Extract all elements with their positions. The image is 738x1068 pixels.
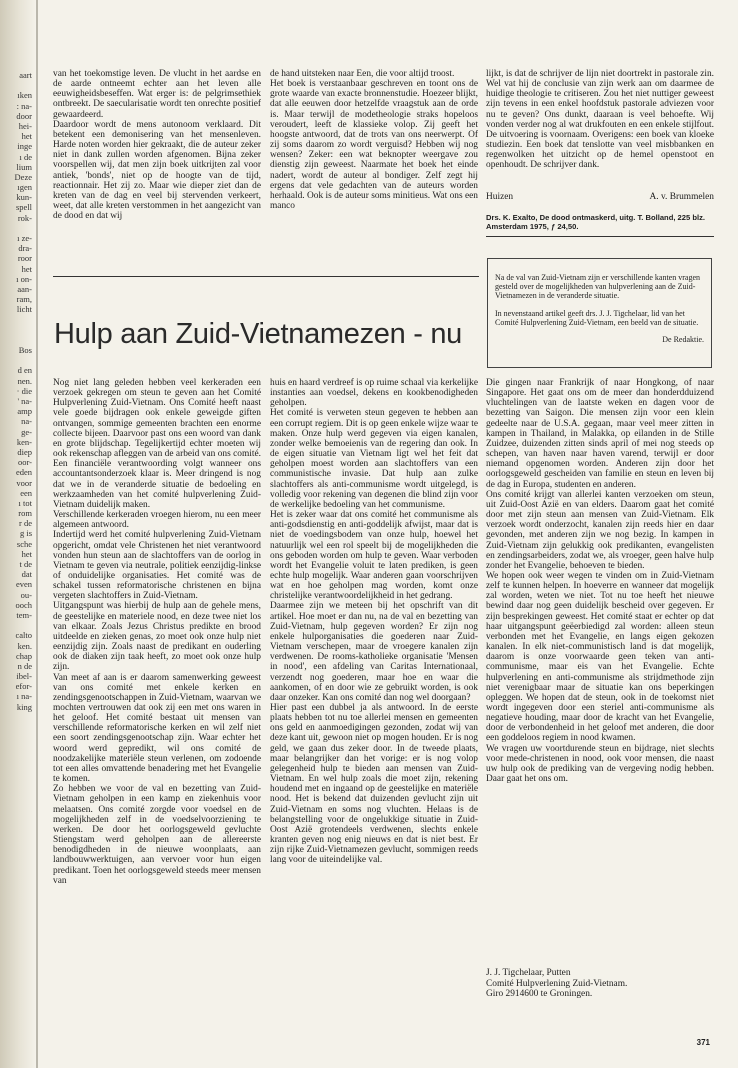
margin-fragment	[2, 355, 32, 365]
margin-fragment: Bos	[18, 345, 32, 356]
margin-fragment	[2, 80, 32, 90]
margin-fragment: dra-	[18, 243, 32, 254]
margin-fragment: een	[20, 487, 32, 498]
margin-fragment: na-	[21, 416, 32, 427]
article-paragraph: Daarmee zijn we meteen bij het opschrift van dit artikel. Hoe moet er dan nu, na de val en bezetting van Zuid-Vietnam, hulp gegeven worden? Er zijn nog enkele hulporganisaties die goederen naar Zuid-Vietnam verschepen, maar de vroegere kanalen zijn verdwenen. De rooms-katholieke organisatie 'Mensen in nood', een afdeling van Caritas Internationaal, verzendt nog goederen, maar hoe en waar die aankomen, of en door wie ze gebruikt worden, is ook daar onzeker. Kan ons comité dan nog wel doorgaan?	[270, 601, 478, 703]
review-author: A. v. Brummelen	[649, 192, 714, 202]
margin-fragment: ge-	[21, 426, 32, 437]
margin-fragment	[2, 223, 32, 233]
editorial-note-signature: De Redaktie.	[662, 335, 704, 345]
article-paragraph: Het comité is verweten steun gegeven te hebben aan een corrupt regiem. Dit is op geen enkele wijze waar te maken. Onze hulp werd gegeven via eigen kanalen, zonder welke bemoeienis van de regering dan ook. In de eigen situatie van Vietnam ligt wel het feit dat geholpen moest worden aan slachtoffers van een communistische invasie. Dat hulp aan zulke slachtoffers als anti-communisme wordt uitgelegd, is volledig voor rekening van degenen die blind zijn voor de werkelijke bedoeling van het communisme.	[270, 408, 478, 510]
margin-fragment: g is	[19, 528, 32, 539]
article-paragraph: We hopen ook weer wegen te vinden om in Zuid-Vietnam zelf te kunnen helpen. In hoeverre en wanneer dat mogelijk zal worden, weten we niet. Tot nu toe heeft het nieuwe bewind daar nog geen duidelijk bescheid over gegeven. Er zijn besprekingen geweest. Het comité staat er echter op dat haar uitgangspunt geëerbiedigd zal worden: alleen steun verbonden met het Evangelie, en langs eigen gekozen kanalen. In elk niet-communistisch land is dat mogelijk, daarom is onze voorwaarde geen teken van anti-communisme, maar eis van het Evangelie. Echte hulpverlening en anti-communisme als strijdmethode zijn niet verenigbaar maar de situatie kan ons beperkingen opleggen. We hopen dat de steun, ook in de toekomst niet wordt ingegeven door een steriel anti-communisme als negatieve houding, maar door de kracht van het Evangelie, door de verbondenheid in het geloof met anderen, die door een goddeloos regiem in nood kwamen.	[486, 570, 714, 744]
margin-fragment: spell	[15, 202, 32, 213]
page-fold-line	[36, 0, 38, 1068]
article-column-1	[53, 378, 261, 1026]
article-column-3	[486, 378, 714, 963]
margin-fragment: efor-	[15, 681, 32, 692]
section-divider-right	[486, 236, 714, 237]
article-paragraph: huis en haard verdreef is op ruime schaal via kerkelijke instanties aan voedsel, dekens en kookbenodigheden geholpen.	[270, 378, 478, 409]
article-paragraph: Van meet af aan is er daarom samenwerking geweest van ons comité met enkele kerken en zendingsgenootschappen in Zuid-Vietnam, waarvan we mochten vertrouwen dat ook zij een met ons waren in het geloof. Het comité bestaat uit mensen van verschillende reformatorische kerken en wil zelf niet een soort zendingsgenootschap zijn. Waar echter het woord werd gepredikt, wil ons comité de noodzakelijke materiële steun verlenen, om zodoende tot een alles omvattende benadering met het Evangelie te komen.	[53, 672, 261, 785]
margin-fragment: het	[21, 263, 32, 274]
margin-fragment: ken.	[17, 640, 32, 651]
margin-fragment: even	[15, 579, 32, 590]
review-bibliography: Drs. K. Exalto, De dood ontmaskerd, uitg. T. Bolland, 225 blz. Amsterdam 1975, ƒ 24,50.	[486, 213, 705, 232]
margin-fragment: ken-	[16, 436, 32, 447]
review-paragraph: de hand uitsteken naar Een, die voor altijd troost.	[270, 69, 455, 79]
margin-fragment	[2, 315, 32, 325]
article-column-2	[270, 378, 478, 1026]
page-number: 371	[696, 1038, 710, 1047]
article-paragraph: Verschillende kerkeraden vroegen hierom, nu een meer algemeen antwoord.	[53, 510, 261, 531]
margin-fragment: door	[16, 110, 32, 121]
margin-fragment: t de	[19, 559, 32, 569]
margin-fragment: aan-	[17, 283, 32, 294]
review-paragraph: Het boek is verstaanbaar geschreven en toont ons de grote waarde van exacte bronnenstudie. Hoezeer blijkt, dat alle eeuwen door hetzelfde vraagstuk aan de orde is. Maar terwijl de modetheologie straks hopeloos veroudert, leeft de klassieke volop. Zij geeft het hoogste antwoord, dat de trots van ons neerwerpt. Of zij soms daarom zo wordt verguisd? Hebben wij nog wensen? Zeker: een wat beknopter weergave zou dienstig zijn geweest. Naarmate het boek het einde nadert, wordt de auteur al bondiger. Zelf zegt hij ergens dat vele gedachten van de auteurs worden herhaald. Ook is de auteur soms minitieus. Wat ons een manco	[270, 79, 478, 212]
margin-fragment: dat	[21, 569, 32, 580]
review-paragraph: van het toekomstige leven. De vlucht in het aardse en de aarde ontneemt echter aan het leven alle eeuwigheidsbeseffen. Wat erger is: de pelgrimsethiek ontbreekt. De saecularisatie wordt ten onrechte positief gewaardeerd.	[53, 69, 261, 120]
margin-fragment	[2, 335, 32, 345]
margin-fragment: ou-	[20, 589, 32, 600]
margin-fragment: het	[21, 548, 32, 559]
review-place: Huizen	[486, 192, 514, 202]
margin-fragment: · die	[16, 385, 32, 396]
article-signature-author: J. J. Tigchelaar, Putten	[486, 968, 571, 978]
article-headline: Hulp aan Zuid-Vietnamezen - nu	[54, 318, 462, 350]
article-signature	[486, 968, 714, 1000]
article-paragraph: Ons comité krijgt van allerlei kanten verzoeken om steun, uit Zuid-Oost Azië en van elders. Daarom gaat het comité door met zijn steun aan mensen van Zuid-Vietnam. Elk verzoek wordt onderzocht, kanalen zijn reeds hier en daar gevonden, met anderen zijn we nog bezig. In kampen in Zuid-Vietnam zijn gelukkig ook predikanten, evangelisten en zendingsarbeiders, zodat we, als vroeger, geen halve hulp zonder het Evangelie, behoeven te bieden.	[486, 489, 714, 571]
article-signature-giro: Giro 2914600 te Groningen.	[486, 989, 593, 1000]
margin-fragment: amp	[17, 406, 32, 417]
article-paragraph: Zo hebben we voor de val en bezetting van Zuid-Vietnam geholpen in een kamp en ziekenhuis voor melaatsen. Ons comité zorgde voor voedsel en de mogelijkheden zelf in de voedselvoorziening te werken. De door het oorlogsgeweld gevluchte Stiengstam werd geholpen aan de allereerste benodigdheden in de nieuwe woonplaats, aan landbouwwerktuigen, aan vervoer voor hun eigen predikant. Toen het oorlogsgeweld steeds meer mensen van	[53, 784, 261, 886]
margin-fragment: ı tot	[18, 497, 32, 508]
margin-fragment: n de	[17, 660, 32, 671]
article-paragraph: We vragen uw voortdurende steun en bijdrage, niet slechts voor mede-christenen in nood, ook voor mensen, die naast uw hulp ook de prediking van de vergeving nodig hebben. Daar gaat het ons om.	[486, 743, 714, 785]
editorial-note-box	[487, 258, 712, 368]
article-signature-org: Comité Hulpverlening Zuid-Vietnam.	[486, 978, 628, 989]
margin-fragment: Deze	[14, 171, 32, 182]
margin-fragment: roor	[17, 253, 32, 264]
margin-fragment	[2, 620, 32, 630]
margin-fragment	[2, 325, 32, 335]
section-divider	[53, 276, 479, 277]
margin-fragment: hei-	[18, 120, 32, 131]
article-paragraph: Uitgangspunt was hierbij de hulp aan de gehele mens, de geestelijke en materiele nood, en deze twee niet los van elkaar. Zoals Jezus Christus predikte en brood uitdeelde en zieken genas, zo moet ook onze hulp niet eenzijdig zijn. Zoals naast de predikant en ouderling ook de diaken zijn taak heeft, zo moet ook onze hulp zijn.	[53, 601, 261, 673]
review-paragraph: Daardoor wordt de mens autonoom verklaard. Dit betekent een demonisering van het mensenleven. Harde noten worden hier gekraakt, die de auteur zeker niet in dank zullen worden afgenomen. Bijna zeker voorspellen wij, dat men zijn boek uitkrijten zal voor antiek, 'bonds', niet op de hoogte van de tijd, reactionnair. Het zij zo. Maar wie dieper ziet dan de kreten van de dag en veel bij stervenden verkeert, weet, dat alle kreten verstommen in het aangezicht van de dood en dat wij	[53, 119, 261, 222]
article-paragraph: Nog niet lang geleden hebben veel kerkeraden een verzoek gekregen om steun te geven aan het Comité Hulpverlening Zuid-Vietnam. Ons Comité heeft naast vele goede bijdragen ook enkele geweigde giften ontvangen, sommige gemeenten brachten een enorme collecte bijeen. Daarvoor past ons een woord van dank en grote blijdschap. Tegelijkertijd echter moeten wij ook rekenschap afleggen van de arbeid van ons comité. Een financiële verantwoording volgt wanneer ons accountantsonderzoek klaar is. Meer dringend is nog dat we in de veranderde situatie de bedoeling en werkzaamheden van het comité hulpverlening Zuid-Vietnam duidelijk maken.	[53, 378, 261, 510]
margin-fragment: ıken	[17, 90, 32, 101]
margin-fragment: ı de	[19, 151, 32, 162]
margin-fragment: ı ze-	[17, 233, 32, 243]
margin-fragment: : na-	[16, 100, 32, 111]
article-paragraph: Indertijd werd het comité hulpverlening Zuid-Vietnam opgericht, omdat vele Christenen het niet verantwoord vonden hun steun aan de slachtoffers van de oorlog in Vietnam te geven via neutrale, politiek eenzijdig-linkse of onduidelijke organisaties. Het comité was de schakel tussen reformatorische christenen en bijna vergeten slachtoffers in Zuid-Vietnam.	[53, 530, 261, 602]
margin-fragment: ' na-	[17, 396, 32, 406]
article-paragraph: Hier past een dubbel ja als antwoord. In de eerste plaats hebben tot nu toe allerlei mensen en gemeenten ons geld en aanmoedigingen gezonden, zodat wij van deze kant uit, gewoon niet op mogen houden. Er is nog geld, we gaan dus zeker door. In de tweede plaats, maar belangrijker dan het vorige: er is nog volop gelegenheid hulp te bieden aan mensen van Zuid-Vietnam. En wel hulp zoals die moet zijn, rekening houdend met en ingaand op de geestelijke en materiële nood. Het is bekend dat duizenden gevlucht zijn uit Zuid-Vietnam en soms nog vluchten. Helaas is de belangstelling voor de ongelukkige situatie in Zuid-Oost Azië grotendeels verdwenen, slechts enkele kranten geven nog enig nieuws en dat is niet best. Er zijn rijke Zuid-Vietnamezen gevlucht, sommigen reeds lang voor de uiteindelijke val.	[270, 703, 478, 866]
margin-fragment: ı on-	[16, 273, 32, 284]
margin-fragment: diep	[17, 446, 32, 457]
margin-fragment: calto	[15, 630, 32, 641]
margin-fragment: eden	[15, 467, 32, 478]
margin-fragment: ooch	[15, 599, 32, 610]
margin-fragment: ibel-	[16, 671, 32, 682]
margin-fragment: aart	[19, 70, 32, 80]
margin-fragment: ram,	[16, 294, 32, 305]
editorial-note-text	[495, 273, 704, 327]
review-column-1	[53, 69, 261, 273]
previous-page-margin-fragments	[2, 70, 32, 712]
margin-fragment: sche	[16, 538, 32, 549]
review-paragraph: lijkt, is dat de schrijver de lijn niet doortrekt in pastorale zin. Wel vat hij de conclusie van zijn werk aan om daarmee de huidige theologie te critiseren. Zou het niet nuttiger geweest zijn tevens in een enkel hoofdstuk pastorale adviezen voor nu te geven? Ons dunkt, daaraan is veel behoefte. Wij vonden verder nog al wat drukfouten en een enkele stijlfout. De uitvoering is voornaam. Overigens: een boek van kloeke studiezin. Een boek dat tenslotte van veel misbbanken en regenwolken het uitzicht op de hemel openstoot en openhoudt. De schrijver dank.	[486, 69, 714, 171]
margin-fragment: het	[21, 131, 32, 142]
margin-fragment: chap	[15, 650, 32, 661]
margin-fragment: nen.	[17, 375, 32, 386]
article-paragraph: Het is zeker waar dat ons comité het communisme als anti-godsdienstig en anti-goddelijk afwijst, maar dat is niet de voedingsbodem van onze hulp, hoewel het natuurlijk wel een rol speelt bij de mogelijkheden die ons geboden worden om hulp te geven. Waar verboden wordt het Evangelie voluit te laten prediken, is geen echte hulp mogelijk. Waar anderen gaan voorschrijven wat en hoe geholpen mag worden, komt onze christelijke verantwoordelijkheid in het gedrang.	[270, 510, 478, 602]
review-column-2	[270, 69, 478, 273]
margin-fragment: tem-	[16, 609, 32, 620]
margin-fragment: oor-	[18, 457, 32, 468]
margin-fragment: voor	[16, 477, 32, 488]
margin-fragment: rom	[18, 508, 32, 519]
review-signature	[486, 192, 714, 202]
editorial-note-paragraph: Na de val van Zuid-Vietnam zijn er verschillende kanten vragen gesteld over de mogelijkheden van hulpverlening aan de Zuid-Vietnamezen in de veranderde situatie.	[495, 273, 700, 301]
margin-fragment: licht	[16, 304, 32, 315]
margin-fragment: ıgen	[17, 182, 32, 193]
margin-fragment: kun-	[16, 192, 32, 203]
margin-fragment: inge	[17, 141, 32, 152]
margin-fragment: d en	[17, 365, 32, 376]
margin-fragment: ı na-	[16, 691, 32, 702]
article-paragraph: Die gingen naar Frankrijk of naar Hongkong, of naar Singapore. Het gaat ons om de meer dan honderdduizend vluchtelingen van de laatste weken en dagen voor de bezetting van Saigon. Die mensen zijn voor een klein gedeelte naar de U.S.A. gegaan, maar veel meer zitten in kampen in Thailand, in Malakka, op eilanden in de Stille Zuidzee, duizenden zitten sinds april of mei nog steeds op schepen, van haven naar haven varend, terwijl er door niemand opgenomen worden. Anderen zijn door het oorlogsgeweld gescheiden van familie en steun en leven bij de dag in Europa, studenten en anderen.	[486, 378, 714, 490]
margin-fragment: r de	[19, 518, 32, 529]
editorial-note-paragraph: In nevenstaand artikel geeft drs. J. J. Tigchelaar, lid van het Comité Hulpverlening Zuid-Vietnam, een beeld van de situatie.	[495, 308, 699, 327]
margin-fragment: rok-	[17, 212, 32, 223]
margin-fragment: king	[16, 701, 32, 712]
review-column-3	[486, 69, 714, 194]
margin-fragment: lium	[16, 161, 32, 172]
